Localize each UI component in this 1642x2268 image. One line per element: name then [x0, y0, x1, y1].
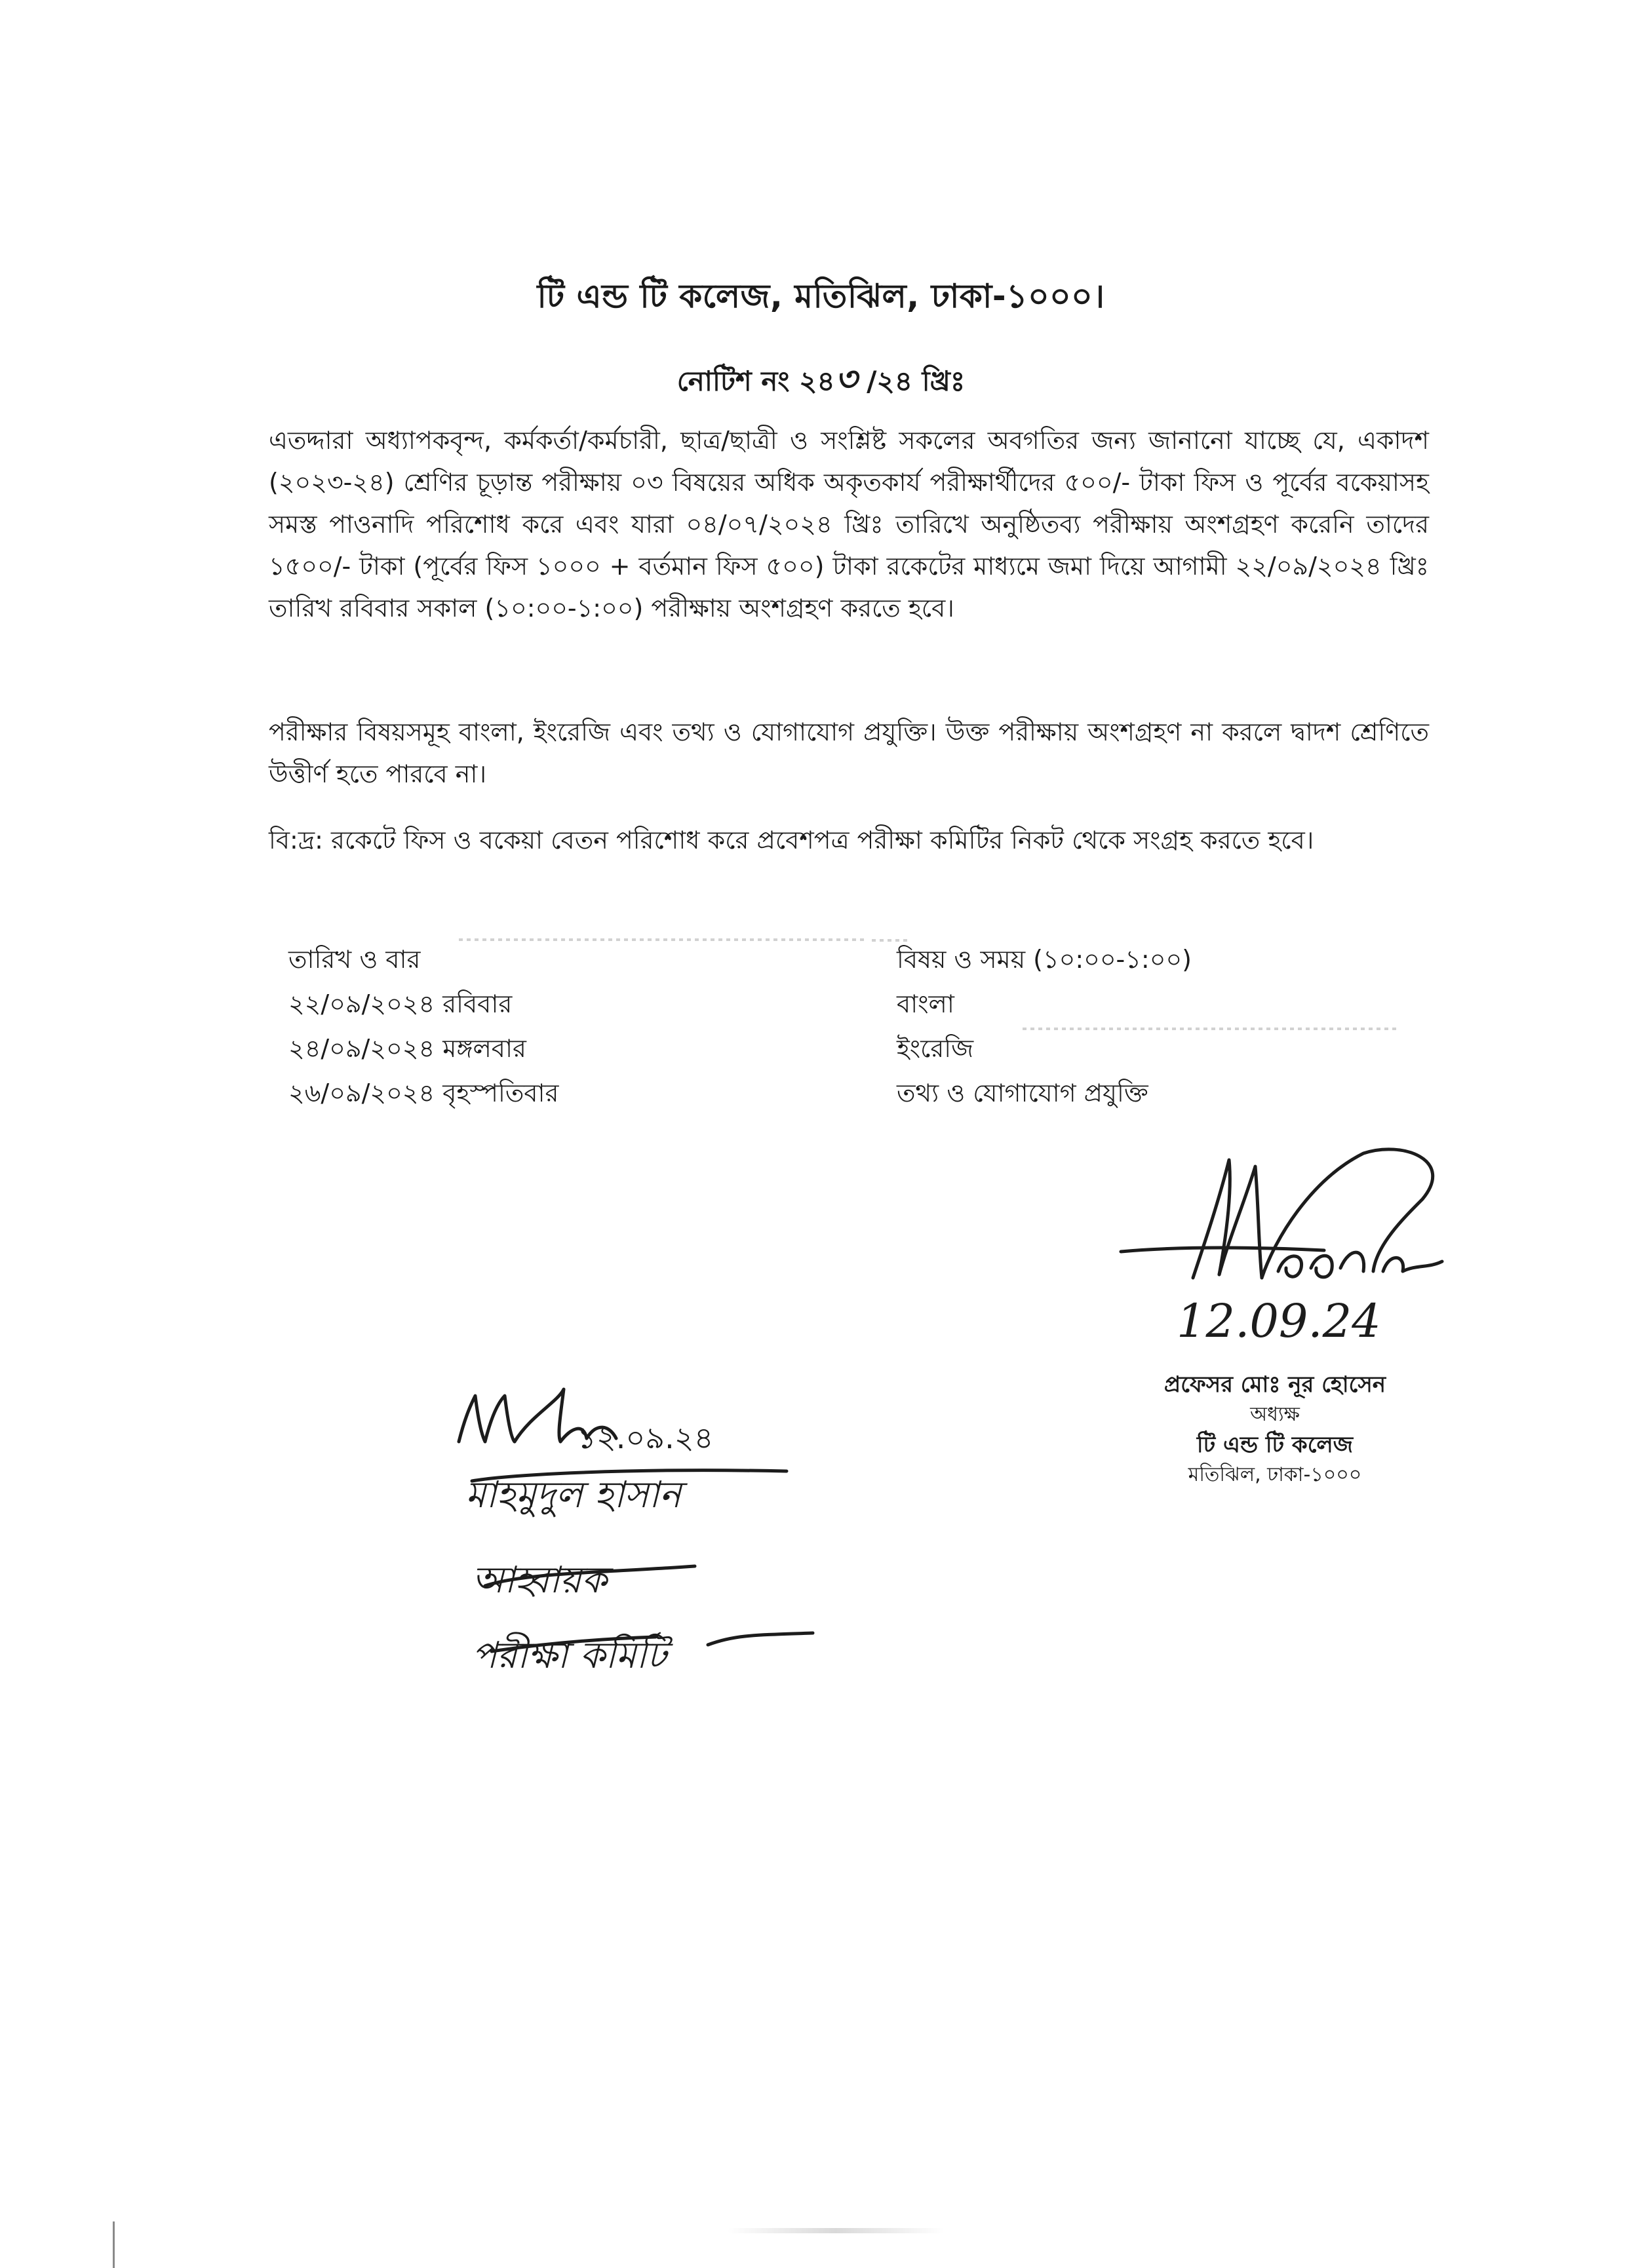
- principal-signature: [1114, 1140, 1481, 1356]
- scan-artifact: [728, 2228, 944, 2233]
- schedule-row-date: ২৪/০৯/২০২৪ মঙ্গলবার: [288, 1034, 526, 1063]
- principal-designation: অধ্যক্ষ: [1250, 1403, 1300, 1426]
- schedule-row-subject: ইংরেজি: [897, 1034, 974, 1063]
- notice-paragraph-note: বি:দ্র: রকেটে ফিস ও বকেয়া বেতন পরিশোধ করে প্রবেশপত্র পরীক্ষা কমিটির নিকট থেকে সংগ্রহ করতে হবে।: [269, 826, 1314, 855]
- committee-member-name: মাহমুদুল হাসান: [465, 1474, 682, 1516]
- principal-name: প্রফেসর মোঃ নূর হোসেন: [1163, 1372, 1386, 1398]
- schedule-row-date: ২৬/০৯/২০২৪ বৃহস্পতিবার: [288, 1079, 559, 1107]
- notice-number-suffix: /২৪ খ্রিঃ: [867, 365, 966, 397]
- scan-artifact: [1023, 1028, 1396, 1030]
- notice-number-prefix: নোটিশ নং ২৪: [676, 365, 835, 397]
- committee-signature-date: ১২.০৯.২৪: [577, 1420, 714, 1455]
- principal-block: [1104, 1370, 1445, 1490]
- schedule-header-subject: বিষয় ও সময় (১০:০০-১:০০): [897, 945, 1192, 974]
- notice-paragraph-1: এতদ্দারা অধ্যাপকবৃন্দ, কর্মকর্তা/কর্মচারী, ছাত্র/ছাত্রী ও সংশ্লিষ্ট সকলের অবগতির জন্য জানানো যাচ্ছে যে, একাদশ (২০২৩-২৪) শ্রেণির চূড়ান্ত পরীক্ষায় ০৩ বিষয়ের অধিক অকৃতকার্য পরীক্ষার্থীদের ৫০০/- টাকা ফিস ও পূর্বের বকেয়াসহ সমস্ত পাওনাদি পরিশোধ করে এবং যারা ০৪/০৭/২০২৪ খ্রিঃ তারিখে অনুষ্ঠিতব্য পরীক্ষায় অংশগ্রহণ করেনি তাদের ১৫০০/- টাকা (পূর্বের ফিস ১০০০ + বর্তমান ফিস ৫০০) টাকা রকেটের মাধ্যমে জমা দিয়ে আগামী ২২/০৯/২০২৪ খ্রিঃ তারিখ রবিবার সকাল (১০:০০-১:০০) পরীক্ষায় অংশগ্রহণ করতে হবে।: [269, 426, 1429, 623]
- scan-artifact: [459, 938, 865, 941]
- schedule-row-subject: বাংলা: [897, 990, 954, 1018]
- committee-name: পরীক্ষা কমিটি: [472, 1634, 667, 1677]
- notice-paragraph-2: পরীক্ষার বিষয়সমূহ বাংলা, ইংরেজি এবং তথ্য ও যোগাযোগ প্রযুক্তি। উক্ত পরীক্ষায় অংশগ্রহণ না করলে দ্বাদশ শ্রেণিতে উত্তীর্ণ হতে পারবে না।: [269, 718, 1429, 788]
- scan-edge-line: [113, 2221, 115, 2268]
- exam-committee-signature: [446, 1376, 905, 1691]
- committee-member-role: আহ্বায়ক: [472, 1559, 608, 1602]
- scan-artifact: [872, 939, 911, 942]
- schedule-row-date: ২২/০৯/২০২৪ রবিবার: [288, 990, 513, 1018]
- schedule-subject-column: [897, 937, 1192, 1115]
- schedule-date-column: [288, 937, 558, 1115]
- college-title: টি এন্ড টি কলেজ, মতিঝিল, ঢাকা-১০০০।: [537, 277, 1105, 315]
- principal-address: মতিঝিল, ঢাকা-১০০০: [1188, 1463, 1362, 1486]
- notice-number: [0, 353, 1642, 410]
- notice-number-handwritten: ৩: [834, 359, 857, 399]
- principal-institution: টি এন্ড টি কলেজ: [1196, 1432, 1354, 1458]
- schedule-row-subject: তথ্য ও যোগাযোগ প্রযুক্তি: [897, 1079, 1148, 1107]
- principal-signature-date: 12.09.24: [1177, 1294, 1381, 1348]
- schedule-header-date: তারিখ ও বার: [288, 945, 421, 974]
